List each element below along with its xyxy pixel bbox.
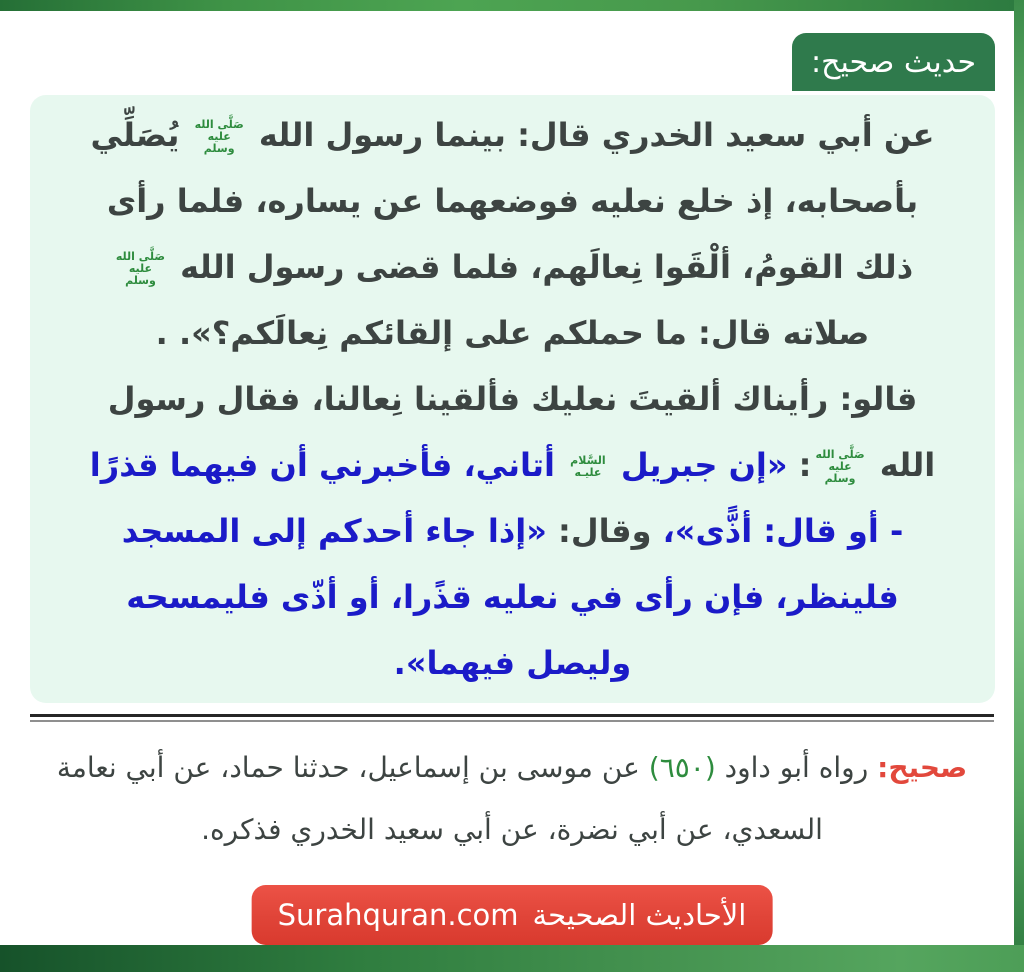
pbuh-symbol: صَلَّى الله عليه وسلم (815, 448, 865, 485)
hadith-line: فلينظر، فإن رأى في نعليه قذًرا، أو أذّى فليمسحه (126, 578, 899, 616)
pbuh-symbol: صَلَّى الله عليه وسلم (194, 118, 244, 155)
top-green-bar (0, 0, 1024, 11)
site-footer-badge (252, 885, 773, 945)
hadith-line: قالو: رأيناك ألقيتَ نعليك فألقينا نِعالنا، فقال رسول (107, 380, 918, 418)
hadith-grade-badge (792, 33, 995, 91)
bottom-green-bar (0, 945, 1024, 972)
hadith-line: الله صَلَّى الله عليه وسلم : «إن جبريل السَّلام عليـه أتاني، فأخبرني أن فيهما قذرًا (89, 446, 936, 485)
hadith-line: بأصحابه، إذ خلع نعليه فوضعهما عن يساره، فلما رأى (106, 182, 919, 220)
hadith-line: عن أبي سعيد الخدري قال: بينما رسول الله صَلَّى الله عليه وسلم يُصَلِّي (90, 116, 935, 155)
right-green-border (1014, 0, 1024, 972)
alayhis-salam-symbol: السَّلام عليـه (570, 454, 606, 479)
site-domain: Surahquran.com (277, 898, 519, 932)
hadith-line: صلاته قال: ما حملكم على إلقائكم نِعالَكم؟». . (155, 314, 870, 352)
site-name-arabic: الأحاديث الصحيحة (532, 898, 747, 932)
hadith-grade-label: حديث صحيح: (811, 44, 976, 80)
pbuh-symbol: صَلَّى الله عليه وسلم (115, 250, 166, 287)
hadith-line: ذلك القومُ، ألْقَوا نِعالَهم، فلما قضى رسول الله صَلَّى الله عليه وسلم (115, 248, 914, 287)
hadith-text (30, 102, 995, 696)
hadith-line: - أو قال: أذًّى»، وقال: «إذا جاء أحدكم إلى المسجد (121, 512, 904, 550)
source-text: صحيح: رواه أبو داود (٦٥٠) عن موسى بن إسماعيل، حدثنا حماد، عن أبي نعامة السعدي، عن أبي نضرة، عن أبي سعيد الخدري فذكره. (56, 751, 968, 846)
separator-line (30, 714, 994, 722)
hadith-line: وليصل فيهما». (393, 644, 632, 682)
hadith-card (30, 95, 995, 703)
